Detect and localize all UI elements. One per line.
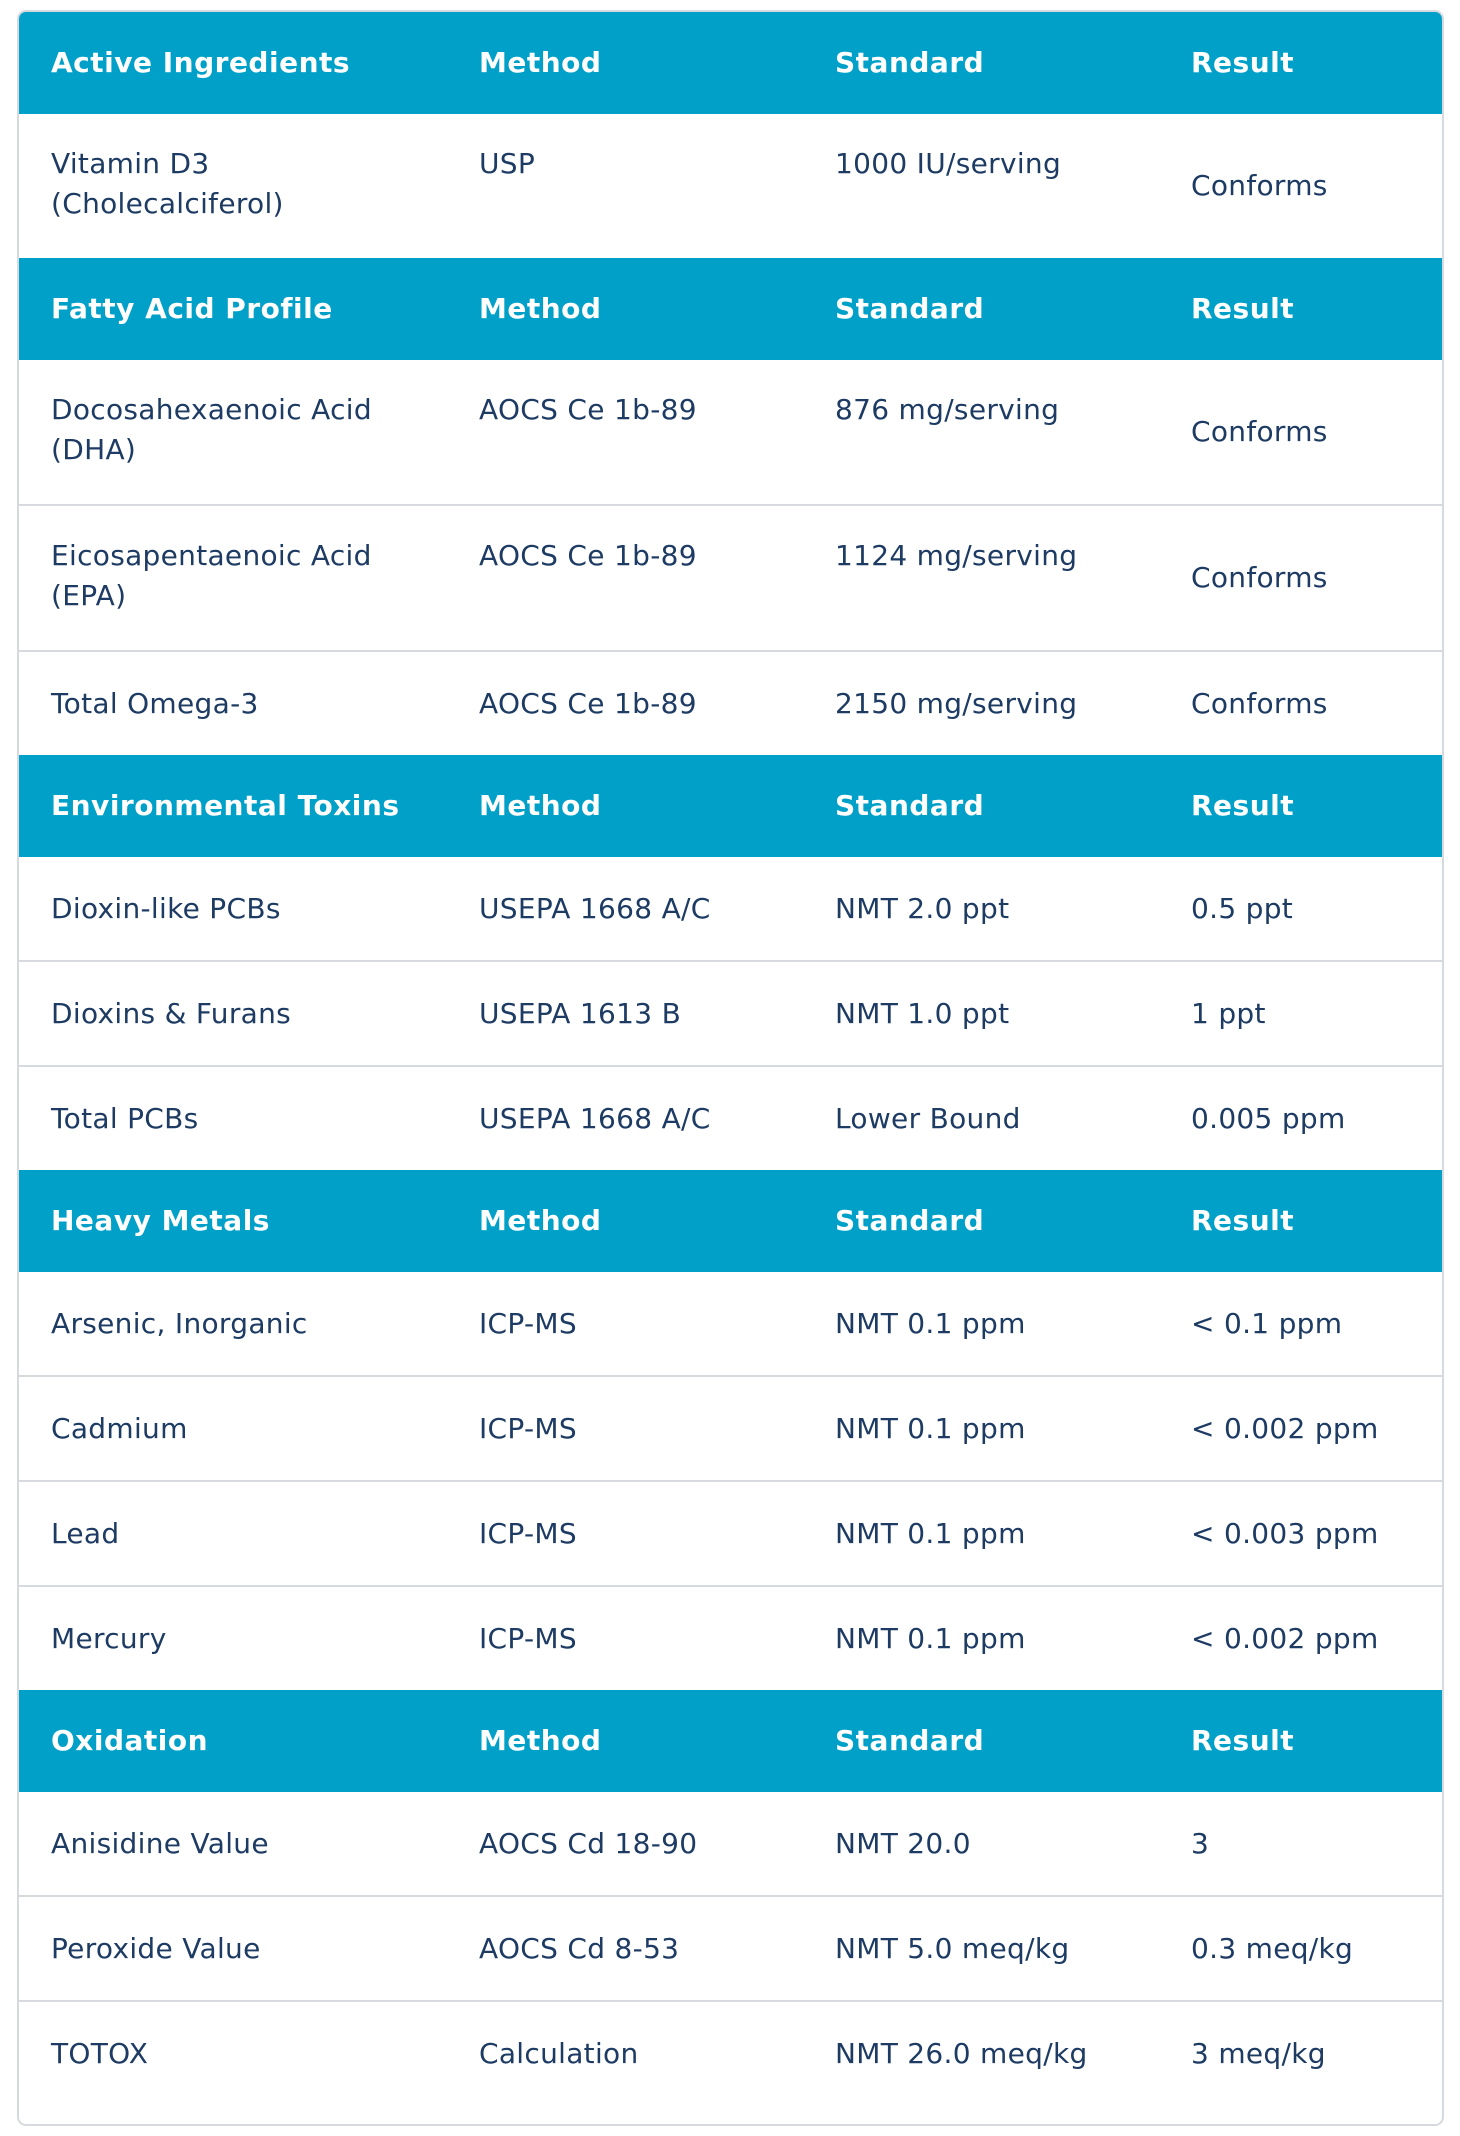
cell-result: Conforms: [1191, 169, 1328, 202]
cell-name: Lead: [19, 1481, 447, 1586]
section-header-fatty-acid-profile: [19, 258, 1442, 360]
cell-result: < 0.002 ppm: [1159, 1586, 1442, 1690]
column-header-result: Result: [1159, 1690, 1442, 1792]
table-row: [19, 2001, 1442, 2105]
cell-method: AOCS Cd 18-90: [479, 1826, 698, 1860]
cell-result: 0.005 ppm: [1159, 1066, 1442, 1170]
column-header-method: Method: [447, 755, 803, 857]
column-header-result: Result: [1159, 258, 1442, 360]
cell-result: 0.3 meq/kg: [1159, 1896, 1442, 2001]
table-row: [19, 114, 1442, 258]
cell-method: ICP-MS: [479, 1306, 577, 1340]
cell-name: Arsenic, Inorganic: [51, 1306, 308, 1340]
table-row: [19, 505, 1442, 651]
cell-standard: NMT 1.0 ppt: [803, 961, 1159, 1066]
table-row: [19, 1376, 1442, 1481]
cell-standard: NMT 0.1 ppm: [803, 1586, 1159, 1690]
section-header-heavy-metals: [19, 1170, 1442, 1272]
cell-standard: NMT 0.1 ppm: [835, 1306, 1026, 1340]
section-header-oxidation: [19, 1690, 1442, 1792]
cell-result: Conforms: [1191, 415, 1328, 448]
column-header-method: Method: [447, 1690, 803, 1792]
section-title: Oxidation: [19, 1690, 447, 1792]
column-header-result: Result: [1159, 1170, 1442, 1272]
table-row: [19, 651, 1442, 755]
cell-standard: NMT 0.1 ppm: [803, 1376, 1159, 1481]
column-header-method: Method: [447, 1170, 803, 1272]
cell-name: TOTOX: [19, 2001, 447, 2105]
cell-result: 3: [1191, 1826, 1210, 1860]
section-title: Environmental Toxins: [19, 755, 447, 857]
cell-method: AOCS Cd 8-53: [447, 1896, 803, 2001]
cell-method: USP: [479, 147, 536, 180]
cell-method: ICP-MS: [447, 1481, 803, 1586]
table-row: [19, 1792, 1442, 1896]
cell-name: Total PCBs: [19, 1066, 447, 1170]
cell-name: Mercury: [19, 1586, 447, 1690]
table-row: [19, 1481, 1442, 1586]
cell-name: Peroxide Value: [19, 1896, 447, 2001]
cell-standard: NMT 20.0: [835, 1826, 971, 1860]
section-title: Fatty Acid Profile: [19, 258, 447, 360]
table-row: [19, 1586, 1442, 1690]
column-header-standard: Standard: [803, 1170, 1159, 1272]
section-title: Active Ingredients: [19, 12, 447, 114]
cell-name: Dioxin-like PCBs: [51, 891, 281, 925]
cell-method: Calculation: [447, 2001, 803, 2105]
cell-standard: NMT 2.0 ppt: [835, 891, 1010, 925]
column-header-standard: Standard: [803, 12, 1159, 114]
cell-result: Conforms: [1159, 651, 1442, 755]
column-header-method: Method: [447, 258, 803, 360]
column-header-standard: Standard: [803, 1690, 1159, 1792]
cell-name: Eicosapentaenoic Acid (EPA): [19, 505, 447, 651]
cell-method: USEPA 1613 B: [447, 961, 803, 1066]
section-header-active-ingredients: [19, 12, 1442, 114]
cell-standard: NMT 5.0 meq/kg: [803, 1896, 1159, 2001]
column-header-result: Result: [1159, 12, 1442, 114]
cell-method: AOCS Ce 1b-89: [447, 651, 803, 755]
cell-name: Total Omega-3: [19, 651, 447, 755]
cell-result: 0.5 ppt: [1191, 891, 1294, 925]
column-header-result: Result: [1159, 755, 1442, 857]
cell-standard: NMT 0.1 ppm: [803, 1481, 1159, 1586]
cell-name: Dioxins & Furans: [19, 961, 447, 1066]
cell-method: AOCS Ce 1b-89: [447, 505, 803, 651]
cell-result: 1 ppt: [1159, 961, 1442, 1066]
cell-method: USEPA 1668 A/C: [447, 1066, 803, 1170]
table-row: [19, 961, 1442, 1066]
section-title: Heavy Metals: [19, 1170, 447, 1272]
column-header-standard: Standard: [803, 755, 1159, 857]
cell-result: < 0.1 ppm: [1191, 1306, 1343, 1340]
test-results-table: [19, 12, 1442, 2105]
cell-name: Docosahexaenoic Acid (DHA): [51, 393, 372, 466]
cell-standard: 876 mg/serving: [835, 393, 1060, 426]
cell-name: Anisidine Value: [51, 1826, 269, 1860]
cell-result: < 0.002 ppm: [1159, 1376, 1442, 1481]
test-results-table-card: [17, 10, 1444, 2126]
table-row: [19, 1272, 1442, 1376]
cell-result: Conforms: [1159, 505, 1442, 651]
cell-method: ICP-MS: [447, 1586, 803, 1690]
table-row: [19, 1896, 1442, 2001]
table-row: [19, 360, 1442, 505]
column-header-standard: Standard: [803, 258, 1159, 360]
cell-method: AOCS Ce 1b-89: [479, 393, 697, 426]
cell-standard: Lower Bound: [803, 1066, 1159, 1170]
cell-method: ICP-MS: [447, 1376, 803, 1481]
section-header-environmental-toxins: [19, 755, 1442, 857]
cell-result: < 0.003 ppm: [1159, 1481, 1442, 1586]
table-row: [19, 1066, 1442, 1170]
cell-standard: 1000 IU/serving: [835, 147, 1062, 180]
cell-standard: 2150 mg/serving: [803, 651, 1159, 755]
cell-result: 3 meq/kg: [1159, 2001, 1442, 2105]
cell-method: USEPA 1668 A/C: [479, 891, 711, 925]
cell-name: Vitamin D3 (Cholecalciferol): [51, 147, 284, 220]
cell-standard: NMT 26.0 meq/kg: [803, 2001, 1159, 2105]
column-header-method: Method: [447, 12, 803, 114]
cell-name: Cadmium: [19, 1376, 447, 1481]
table-row: [19, 857, 1442, 961]
cell-standard: 1124 mg/serving: [803, 505, 1159, 651]
